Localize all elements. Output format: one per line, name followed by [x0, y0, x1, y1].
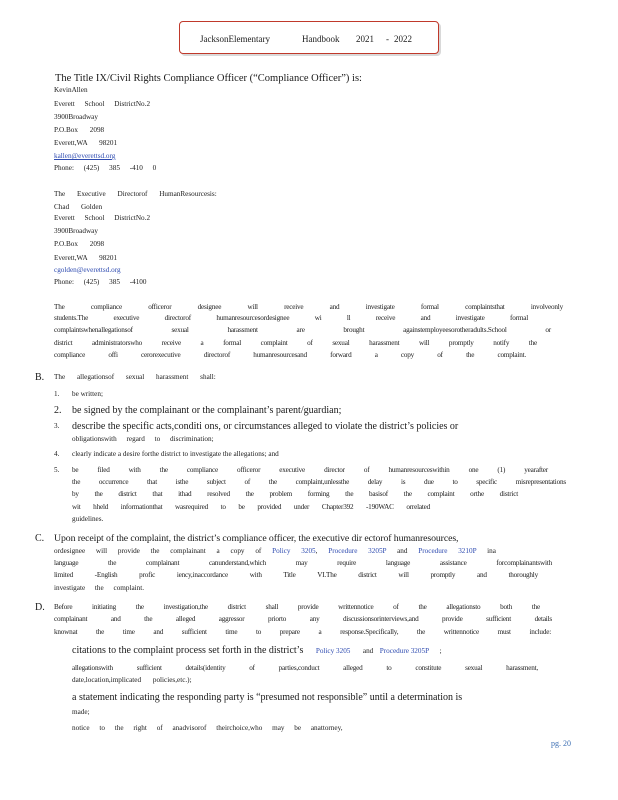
director-email-link[interactable]: cgolden@everettsd.org	[54, 266, 121, 274]
procedure-3205p-link[interactable]: Procedure 3205P	[328, 547, 387, 555]
section-d-line-2: complainant and the alleged aggressor priorto any discussionsorinterviews,and provide sufficient details	[54, 615, 552, 623]
and-text: and	[362, 647, 374, 655]
bullet-item: a statement indicating the responding party is “presumed not responsible” until a determination is	[72, 692, 463, 703]
officer-address-3: P.O.Box 2098	[54, 126, 105, 134]
section-c-letter: C.	[35, 533, 45, 544]
year-start: 2021	[356, 34, 374, 44]
bullet-item: notice to the right of anadvisorof theirchoice,who may be anattorney,	[72, 724, 343, 732]
director-address-4: Everett,WA 98201	[54, 254, 118, 262]
school-name: JacksonElementary	[200, 34, 270, 44]
list-item-continued: by the district that ithad resolved the problem forming the basisof the complaint orthe district	[72, 490, 518, 498]
section-c-line-1: Upon receipt of the complaint, the district’s compliance officer, the executive dir ectorof humanresources,	[54, 533, 459, 544]
director-address-1: Everett School DistrictNo.2	[54, 214, 151, 222]
list-item-number: 2.	[54, 405, 62, 416]
intro-line-1: The compliance officeror designee will receive and investigate formal complaintsthat involveonly	[54, 303, 563, 311]
item5-line4-text: wit hheld informationthat wasrequired to be provided under Chapter392 -190WAC orrelated	[72, 503, 431, 511]
comma: ,	[315, 547, 318, 555]
doc-name: Handbook	[302, 34, 340, 44]
officer-name: KevinAllen	[54, 86, 88, 94]
section-c-line-5: investigate the complaint.	[54, 584, 145, 592]
list-item-number: 3.	[54, 422, 60, 430]
director-address-3: P.O.Box 2098	[54, 240, 105, 248]
intro-line-5: compliance offi cerorexecutive directorof humanresourcesand forward a copy of the complaint.	[54, 351, 526, 359]
section-b-letter: B.	[35, 372, 45, 383]
intro-line-2: students.The executive directorof humanresourcesordesignee wi ll receive and investigate formal	[54, 314, 528, 322]
officer-heading: The Title IX/Civil Rights Compliance Officer (“Compliance Officer”) is:	[55, 73, 362, 84]
list-item-number: 4.	[54, 450, 60, 458]
list-item-number: 5.	[54, 466, 60, 474]
section-d-letter: D.	[35, 602, 45, 613]
bullet-item	[72, 645, 442, 656]
list-item: be written;	[72, 390, 103, 398]
section-c-line-4: limited -English profic iency,inaccordance with Title VI.The district will promptly and thoroughly	[54, 571, 538, 579]
list-item: be signed by the complainant or the complainant’s parent/guardian;	[72, 405, 342, 416]
bullet-1-text: citations to the complaint process set forth in the district’s	[72, 645, 304, 656]
director-heading: The Executive Directorof HumanResourcesis:	[54, 190, 217, 198]
list-item-continued: obligationswith regard to discrimination;	[72, 435, 214, 443]
list-item-continued: the occurrence that isthe subject of the complaint,unlessthe delay is due to specific misrepresentations	[72, 478, 566, 486]
and-text: and	[397, 547, 408, 555]
director-name: Chad Golden	[54, 203, 103, 211]
director-phone: Phone: (425) 385 -4100	[54, 278, 147, 286]
section-b-intro: The allegationsof sexual harassment shall:	[54, 373, 216, 381]
intro-line-4: district administratorswho receive a formal complaint of sexual harassment will promptly notify the	[54, 339, 537, 347]
list-item-continued	[72, 503, 430, 512]
section-d-line-1: Before initiating the investigation,the district shall provide writtennotice of the allegationsto both the	[54, 603, 540, 611]
intro-line-3: complaintswhenallegationsof sexual harassment are brought againstemployeesorotheradults.School or	[54, 326, 551, 334]
bullet-item: allegationswith sufficient details(identity of parties,conduct alleged to constitute sexual harassment,	[72, 664, 538, 672]
officer-email-link[interactable]: kallen@everettsd.org	[54, 152, 116, 160]
handbook-header	[179, 21, 439, 54]
bullet-item-continued: made;	[72, 708, 90, 716]
officer-address-4: Everett,WA 98201	[54, 139, 118, 147]
officer-phone: Phone: (425) 385 -410 0	[54, 164, 157, 172]
procedure-3210p-link[interactable]: Procedure 3210P	[418, 547, 477, 555]
year-dash: -	[386, 34, 389, 44]
list-item-number: 1.	[54, 390, 60, 398]
list-item-continued: guidelines.	[72, 515, 104, 523]
officer-address-2: 3900Broadway	[54, 113, 98, 121]
semicolon: ;	[439, 647, 442, 655]
policy-3205-link[interactable]: Policy 3205	[272, 547, 316, 555]
bullet-item-continued: date,location,implicated policies,etc.);	[72, 676, 192, 684]
list-item: be filed with the compliance officeror executive director of humanresourceswithin one (1) yearafter	[72, 466, 548, 474]
section-c-line-2-text: ordesignee will provide the complainant a copy of	[54, 547, 262, 555]
section-c-line-2	[54, 547, 496, 556]
year-end: 2022	[394, 34, 412, 44]
section-d-line-3: knownat the time and sufficient time to prepare a response.Specifically, the writtennotice must include:	[54, 628, 551, 636]
section-c-line-2-end: ina	[487, 547, 496, 555]
list-item: clearly indicate a desire forthe district to investigate the allegations; and	[72, 450, 279, 458]
policy-3205-link[interactable]: Policy 3205	[315, 647, 351, 655]
director-address-2: 3900Broadway	[54, 227, 98, 235]
procedure-3205p-link[interactable]: Procedure 3205P	[379, 647, 430, 655]
section-c-line-3: language the complainant canunderstand,which may require language assistance forcomplainantswith	[54, 559, 552, 567]
list-item: describe the specific acts,conditi ons, or circumstances alleged to violate the district’s policies or	[72, 421, 459, 432]
page-number: pg. 20	[551, 739, 571, 748]
officer-address-1: Everett School DistrictNo.2	[54, 100, 151, 108]
